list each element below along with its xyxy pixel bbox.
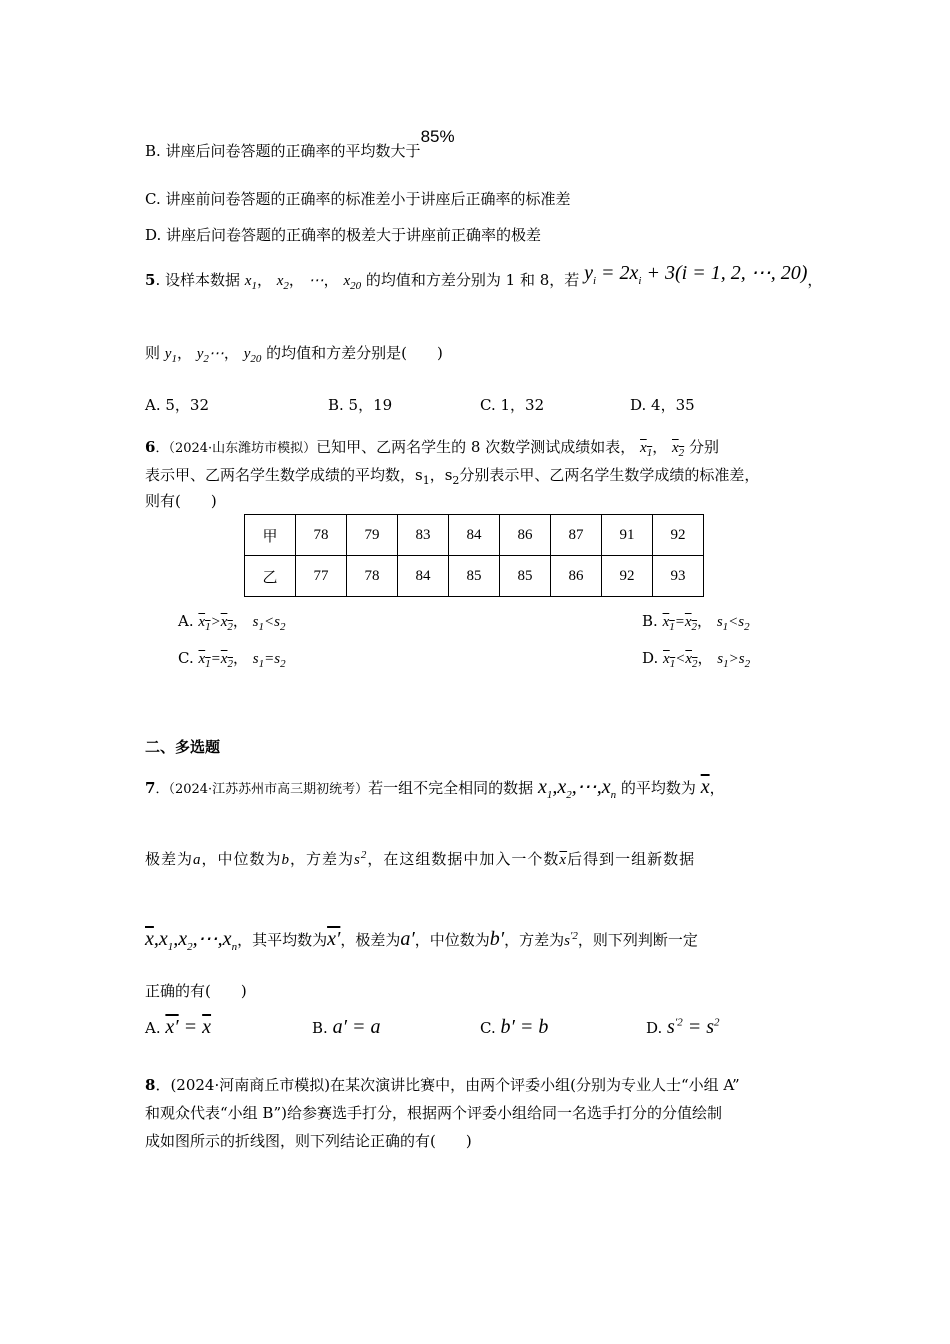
q7-xbar: $\overline{x}$ <box>700 776 710 798</box>
q6-option-d-rel: < <box>675 651 686 667</box>
q5-text3: 则 <box>145 344 161 362</box>
q6-stem-line1: 6．（2024·山东潍坊市模拟）已知甲、乙两名学生的 8 次数学测试成绩如表， $x_1$， $x_2$ 分别 <box>145 438 719 459</box>
table-cell: 84 <box>398 556 449 597</box>
q6-option-d-srel: > <box>728 651 739 667</box>
table-cell: 85 <box>500 556 551 597</box>
q7-stem-line2 <box>145 848 695 869</box>
q8-number: 8 <box>145 1076 156 1094</box>
q6-option-b-label: B. <box>642 612 658 630</box>
q5-formula: $y_i = 2x_i + 3(i = 1$, 2, ⋯, 20) <box>584 262 808 287</box>
q7-source: ．（2024·江苏苏州市高三期初统考） <box>155 782 369 797</box>
q6-text4: ，s <box>429 466 453 484</box>
q6-number: 6 <box>145 438 156 456</box>
q7-b-prime: b′ <box>489 928 505 950</box>
q5-text4: 的均值和方差分别是( ) <box>266 344 443 362</box>
q8-line1: ．(2024·河南商丘市模拟)在某次演讲比赛中，由两个评委小组(分别为专业人士“小组 A” <box>155 1076 740 1094</box>
table-cell: 84 <box>449 515 500 556</box>
table-row <box>245 515 704 556</box>
q6-option-b-s: $s_1<s_2$ <box>716 614 750 633</box>
q6-text1: 已知甲、乙两名学生的 8 次数学测试成绩如表， <box>316 438 636 456</box>
row-label: 甲 <box>245 515 296 556</box>
q5-x2: $x_2$ <box>276 273 289 292</box>
q5-stem-line2: 则 $y_1$， $y_2\cdots$， $y_{20}$ 的均值和方差分别是( ) <box>145 344 443 365</box>
q6-stem-line3: 则有( ) <box>145 492 217 510</box>
table-cell: 85 <box>449 556 500 597</box>
q6-text5: 分别表示甲、乙两名学生数学成绩的标准差， <box>459 466 760 484</box>
q5-y1: $y_1$ <box>164 346 177 365</box>
q7-text6: ，在这组数据中加入一个数 <box>367 850 560 868</box>
q4-option-b-text: B. 讲座后问卷答题的正确率的平均数大于 <box>145 142 421 160</box>
q6-option-a-x1: $x_1$ <box>198 614 211 633</box>
scores-table <box>244 514 704 597</box>
q5-option-c[interactable]: C. 1，32 <box>480 396 545 414</box>
q5-text2: 的均值和方差分别为 1 和 8，若 <box>365 271 580 289</box>
q7-option-b[interactable] <box>312 1016 380 1039</box>
q7-stem-line3 <box>145 926 698 953</box>
table-cell: 86 <box>500 515 551 556</box>
q8-stem-line1 <box>145 1074 740 1095</box>
q7-option-d-label: D. <box>646 1019 663 1037</box>
q7-xbar-prime: x′ <box>327 928 341 950</box>
q7-number: 7 <box>145 779 156 797</box>
q6-text3: 表示甲、乙两名学生数学成绩的平均数，s <box>145 466 423 484</box>
section-title: 二、多选题 <box>145 738 221 756</box>
q6-option-c-rel: = <box>210 651 221 667</box>
q6-xbar1: $x_1$ <box>640 440 653 459</box>
q7-option-a[interactable] <box>145 1016 211 1039</box>
q6-text2: 分别 <box>688 438 719 456</box>
table-cell: 87 <box>551 515 602 556</box>
table-cell: 92 <box>602 556 653 597</box>
table-cell: 91 <box>602 515 653 556</box>
q7-text10: ，中位数为 <box>414 931 490 949</box>
q6-option-a-rel: > <box>210 614 221 630</box>
q6-option-d-s: $s_1>s_2$ <box>717 651 751 670</box>
q6-option-a-label: A. <box>178 612 194 630</box>
q4-option-c: C. 讲座前问卷答题的正确率的标准差小于讲座后正确率的标准差 <box>145 190 571 208</box>
q6-source: ．（2024·山东潍坊市模拟） <box>155 441 317 456</box>
q4-option-d: D. 讲座后问卷答题的正确率的极差大于讲座前正确率的极差 <box>145 226 542 244</box>
q6-option-a-x2: $x_2$ <box>220 614 233 633</box>
q6-stem-line2: 表示甲、乙两名学生数学成绩的平均数，$s_1$，$s_2$分别表示甲、乙两名学生数学成绩的标准差， <box>145 466 760 487</box>
q5-number: 5 <box>145 271 156 289</box>
q6-option-c-srel: = <box>264 651 275 667</box>
q7-s2-prime: $s^{'2}$ <box>564 930 578 949</box>
q4-option-b <box>145 127 455 161</box>
table-cell: 93 <box>653 556 704 597</box>
q5-text1: . 设样本数据 <box>155 271 240 289</box>
q6-option-c[interactable]: C. $x_1=x_2$， $s_1=s_2$ <box>178 649 286 670</box>
q6-option-c-s: $s_1=s_2$ <box>252 651 286 670</box>
table-cell: 92 <box>653 515 704 556</box>
q6-xbar2: $x_2$ <box>671 440 685 459</box>
q7-text11: ，方差为 <box>504 931 565 949</box>
q6-option-b-rel: = <box>674 614 685 630</box>
q7-option-c-label: C. <box>480 1019 496 1037</box>
row-label: 乙 <box>245 556 296 597</box>
q5-dots: ⋯ <box>308 273 324 289</box>
q6-option-d-x2: $x_2$ <box>685 651 698 670</box>
q5-option-d[interactable]: D. 4，35 <box>630 396 695 414</box>
q7-s2: $s^2$ <box>354 849 368 868</box>
table-cell: 86 <box>551 556 602 597</box>
q7-text12: ，则下列判断一定 <box>577 931 698 949</box>
table-row <box>245 556 704 597</box>
q7-text1: 若一组不完全相同的数据 <box>368 779 534 797</box>
q7-new-data-list: $\overline{x},x_1,x_2,\cdots,x_n$ <box>145 928 238 953</box>
q7-a: a <box>193 852 202 868</box>
q6-option-c-x1: $x_1$ <box>198 651 211 670</box>
table-cell: 78 <box>347 556 398 597</box>
q7-text7: 后得到一组新数据 <box>567 850 696 868</box>
table-cell: 79 <box>347 515 398 556</box>
q4-option-b-value: 85% <box>420 127 455 146</box>
q5-x20: $x_{20}$ <box>343 273 362 292</box>
q5-stem-line1: 5. 设样本数据 $x_1$， $x_2$， ⋯， $x_{20}$ 的均值和方差分别为 1 和 8，若 $y_i = 2x_i + 3(i = 1$, 2, ⋯, 20)， <box>145 262 823 292</box>
q6-option-b[interactable]: B. $x_1=x_2$， $s_1<s_2$ <box>642 612 750 633</box>
q7-option-d[interactable] <box>646 1016 720 1039</box>
table-cell: 78 <box>296 515 347 556</box>
q6-option-a[interactable]: A. $x_1>x_2$， $s_1<s_2$ <box>178 612 286 633</box>
q6-option-c-x2: $x_2$ <box>220 651 233 670</box>
q7-stem-line4: 正确的有( ) <box>145 982 247 1000</box>
q6-option-b-x1: $x_1$ <box>662 614 675 633</box>
q7-stem-line1: 7．（2024·江苏苏州市高三期初统考）若一组不完全相同的数据 $x_1,x_2,\cdots,x_n$ 的平均数为 $\overline{x}$， <box>145 776 725 801</box>
q6-option-a-srel: < <box>263 614 275 630</box>
q7-option-c-formula: b′ = b <box>500 1016 549 1038</box>
q7-text5: ，方差为 <box>290 850 355 868</box>
q7-option-b-label: B. <box>312 1019 328 1037</box>
q7-text9: ，极差为 <box>340 931 401 949</box>
q5-y20: $y_{20}$ <box>243 346 262 365</box>
q7-option-a-formula: $x' = \overline{x}$ <box>165 1016 212 1038</box>
q5-x1: $x_1$ <box>244 273 257 292</box>
q8-stem-line3: 成如图所示的折线图，则下列结论正确的有( ) <box>145 1132 472 1150</box>
q6-option-d-label: D. <box>642 649 659 667</box>
q6-option-c-label: C. <box>178 649 194 667</box>
q6-option-b-x2: $x_2$ <box>684 614 698 633</box>
q7-data-list: $x_1,x_2,\cdots,x_n$ <box>537 776 617 801</box>
q7-b: b <box>281 852 291 868</box>
q7-a-prime: a′ <box>400 928 415 950</box>
table-cell: 77 <box>296 556 347 597</box>
q5-y2: $y_2\cdots$ <box>196 346 224 365</box>
q5-option-b[interactable]: B. 5，19 <box>328 396 393 414</box>
q8-stem-line2: 和观众代表“小组 B”)给参赛选手打分，根据两个评委小组给同一名选手打分的分值绘制 <box>145 1104 722 1122</box>
q7-option-a-label: A. <box>145 1019 161 1037</box>
q7-text8: ，其平均数为 <box>237 931 328 949</box>
q7-xbar-added: $\overline{x}$ <box>559 852 568 868</box>
q7-option-c[interactable] <box>480 1016 548 1039</box>
q7-option-b-formula: a′ = a <box>332 1016 381 1038</box>
q7-text3: 极差为 <box>145 850 194 868</box>
q6-option-a-s: $s_1<s_2$ <box>252 614 286 633</box>
q5-option-a[interactable]: A. 5，32 <box>145 396 209 414</box>
q6-option-d[interactable]: D. $x_1<x_2$， $s_1>s_2$ <box>642 649 751 670</box>
q6-option-b-srel: < <box>728 614 739 630</box>
q7-text4: ，中位数为 <box>201 850 282 868</box>
q7-option-d-formula: $s^{'2} = s^2$ <box>667 1016 720 1038</box>
q6-option-d-x1: $x_1$ <box>663 651 676 670</box>
table-cell: 83 <box>398 515 449 556</box>
q7-text2: 的平均数为 <box>620 779 696 797</box>
